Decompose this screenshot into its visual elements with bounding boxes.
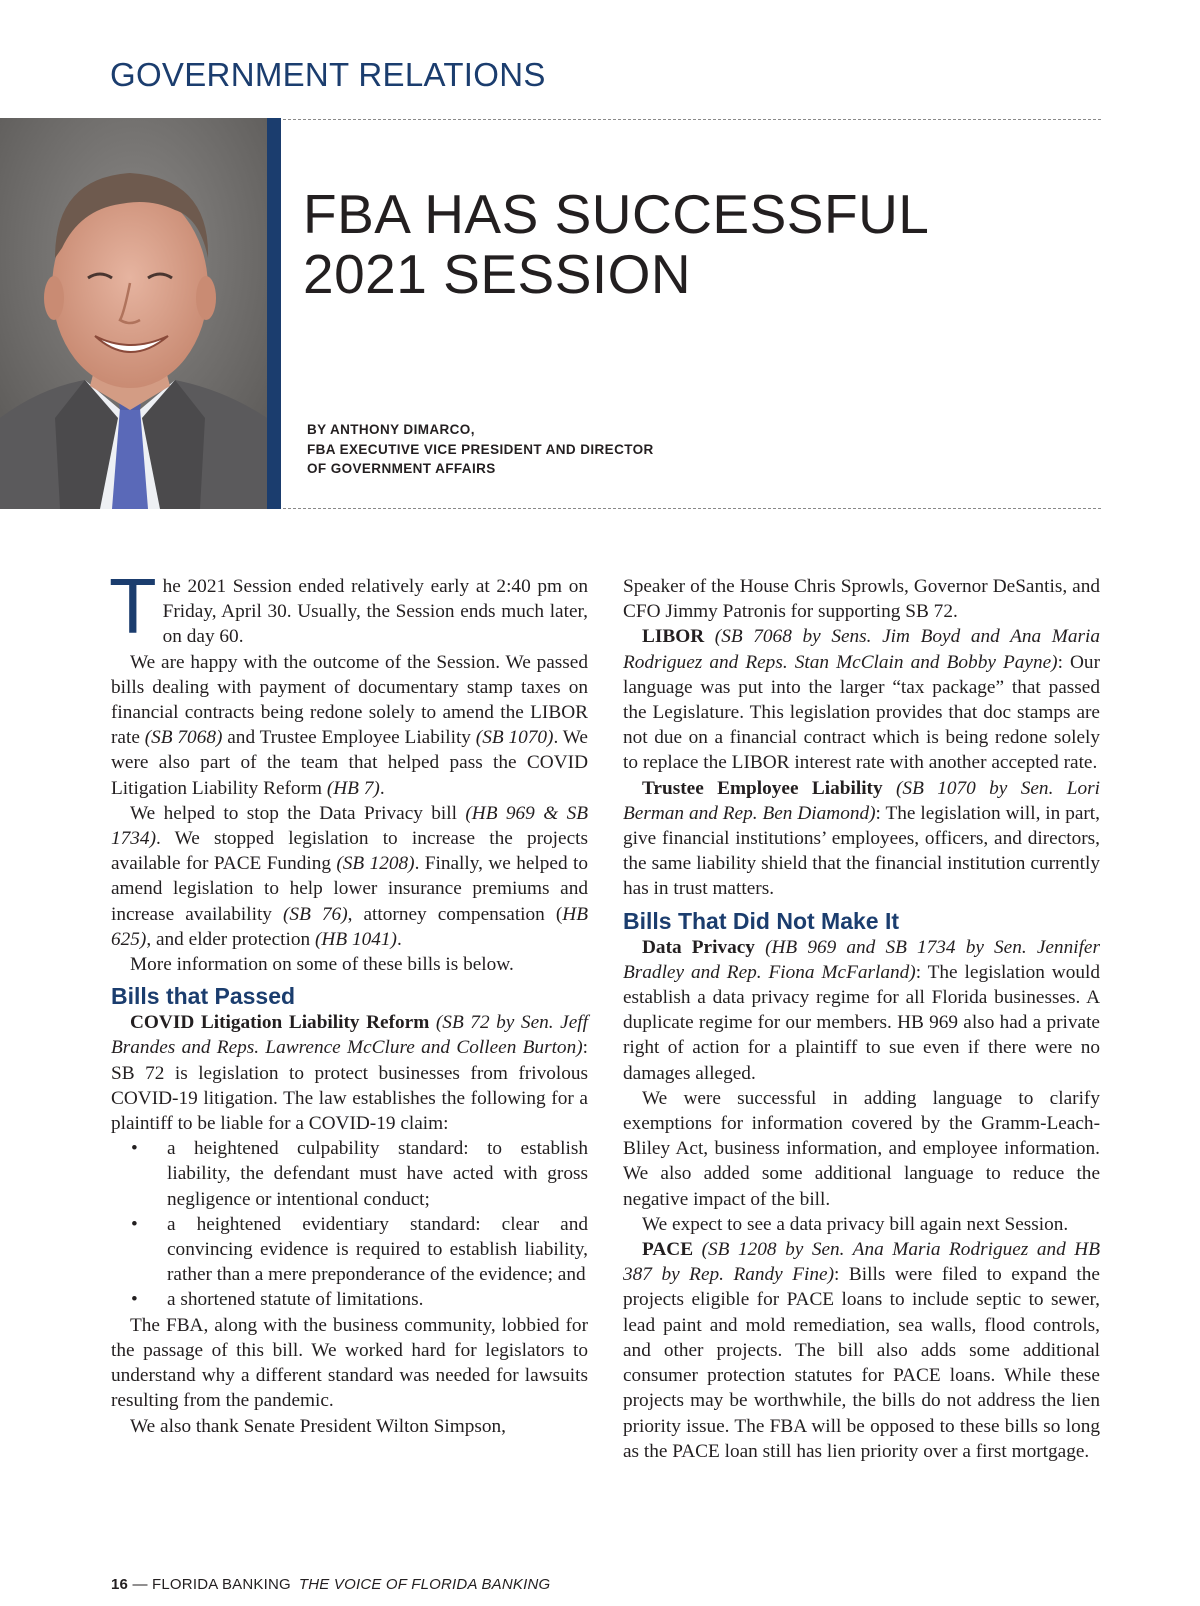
exemptions-paragraph: We were successful in adding language to clarify exemptions for information covered by the Gramm-Leach-Bliley Act, business information, and employee information. We also added some additional language to reduce the negative impact of the bill. (623, 1087, 1100, 1210)
lobbied-paragraph: The FBA, along with the business community, lobbied for the passage of this bill. We worked hard for legislators to understand why a different standard was needed for lawsuits resulting from the pandemic. (111, 1314, 588, 1412)
more-info-paragraph: More information on some of these bills is below. (130, 954, 514, 976)
intro-paragraph (109, 562, 588, 650)
intro-text: he 2021 Session ended relatively early at 2:40 pm on Friday, April 30. Usually, the Session ends much later, on day 60. (162, 576, 588, 648)
list-item: • a heightened culpability standard: to establish liability, the defendant must have acted with gross negligence or intentional conduct; (131, 1138, 588, 1210)
byline (307, 420, 654, 479)
headline-line-1: FBA HAS SUCCESSFUL (303, 183, 930, 245)
drop-cap: T (109, 562, 157, 650)
accent-bar (267, 118, 281, 509)
byline-line-3: OF GOVERNMENT AFFAIRS (307, 461, 496, 476)
author-photo (0, 118, 267, 509)
page-footer (111, 1576, 550, 1593)
list-item: • a heightened evidentiary standard: clear and convincing evidence is required to establish liability, rather than a mere preponderance of the evidence; and (131, 1213, 588, 1286)
data-privacy-paragraph: Data Privacy (HB 969 and SB 1734 by Sen. Jennifer Bradley and Rep. Fiona McFarland): The legislation would establish a data privacy regime for all Florida businesses. A duplicate regime for our members. HB 969 also had a private right of action for a plaintiff to sue even if there were no damages alleged. (623, 936, 1100, 1084)
author-portrait-image (0, 118, 267, 509)
covid-standards-list (111, 1136, 588, 1312)
byline-line-2: FBA EXECUTIVE VICE PRESIDENT AND DIRECTOR (307, 441, 654, 457)
publication-tagline: THE VOICE OF FLORIDA BANKING (298, 1576, 551, 1593)
article-headline (303, 184, 1063, 304)
libor-paragraph: LIBOR (SB 7068 by Sens. Jim Boyd and Ana Maria Rodriguez and Reps. Stan McClain and Bobby Payne): Our language was put into the larger “tax package” that passed the Legislature. This legislation provides that doc stamps are not due on a financial contract which is being redone solely to replace the LIBOR interest rate with another accepted rate. (623, 626, 1100, 774)
list-item: • a shortened statute of limitations. (131, 1289, 424, 1311)
covid-paragraph: COVID Litigation Liability Reform (SB 72 by Sen. Jeff Brandes and Reps. Lawrence McClure and Colleen Burton): SB 72 is legislation to protect businesses from frivolous COVID-19 litigation. The law establishes the following for a plaintiff to be liable for a COVID-19 claim: (111, 1012, 589, 1135)
outcome-paragraph: We are happy with the outcome of the Session. We passed bills dealing with payment of documentary stamp taxes on financial contracts being redone solely to amend the LIBOR rate (SB 7068) and Trustee Employee Liability (SB 1070). We were also part of the team that helped pass the COVID Litigation Liability Reform (HB 7). (111, 651, 588, 799)
dashed-rule-bottom (283, 508, 1101, 509)
headline-line-2: 2021 SESSION (303, 243, 692, 305)
right-column (623, 574, 1100, 1464)
byline-line-1: BY ANTHONY DIMARCO, (307, 422, 475, 437)
subhead-bills-not-made: Bills That Did Not Make It (623, 907, 900, 934)
thanks-paragraph: We also thank Senate President Wilton Simpson, (130, 1415, 506, 1437)
thanks-continued-paragraph: Speaker of the House Chris Sprowls, Governor DeSantis, and CFO Jimmy Patronis for supporting SB 72. (623, 576, 1100, 623)
left-column (109, 562, 589, 1439)
publication-name: — FLORIDA BANKING (128, 1576, 291, 1593)
section-label: GOVERNMENT RELATIONS (110, 56, 546, 93)
page-number: 16 (111, 1576, 129, 1593)
trustee-paragraph: Trustee Employee Liability (SB 1070 by Sen. Lori Berman and Rep. Ben Diamond): The legislation will, in part, give financial institutions’ employees, officers, and directors, the same liability shield that the financial institution currently has in trust matters. (623, 777, 1100, 900)
pace-paragraph: PACE (SB 1208 by Sen. Ana Maria Rodriguez and HB 387 by Rep. Randy Fine): Bills were filed to expand the projects eligible for PACE loans to include septic to sewer, lead paint and mold remediation, sea walls, flood controls, and other projects. The bill also adds some additional consumer protection statutes for PACE loans. While these projects may be worthwhile, the bills do not address the lien priority issue. The FBA will be opposed to these bills so long as the PACE loan still has lien priority over a first mortgage. (623, 1239, 1100, 1462)
dashed-rule-top (283, 119, 1101, 120)
subhead-bills-passed: Bills that Passed (111, 983, 296, 1010)
stopped-bills-paragraph: We helped to stop the Data Privacy bill (HB 969 & SB 1734). We stopped legislation to increase the projects available for PACE Funding (SB 1208). Finally, we helped to amend legislation to help lower insurance premiums and increase availability (SB 76), attorney compensation (HB 625), and elder protection (HB 1041). (111, 802, 589, 950)
expect-paragraph: We expect to see a data privacy bill again next Session. (642, 1213, 1069, 1235)
